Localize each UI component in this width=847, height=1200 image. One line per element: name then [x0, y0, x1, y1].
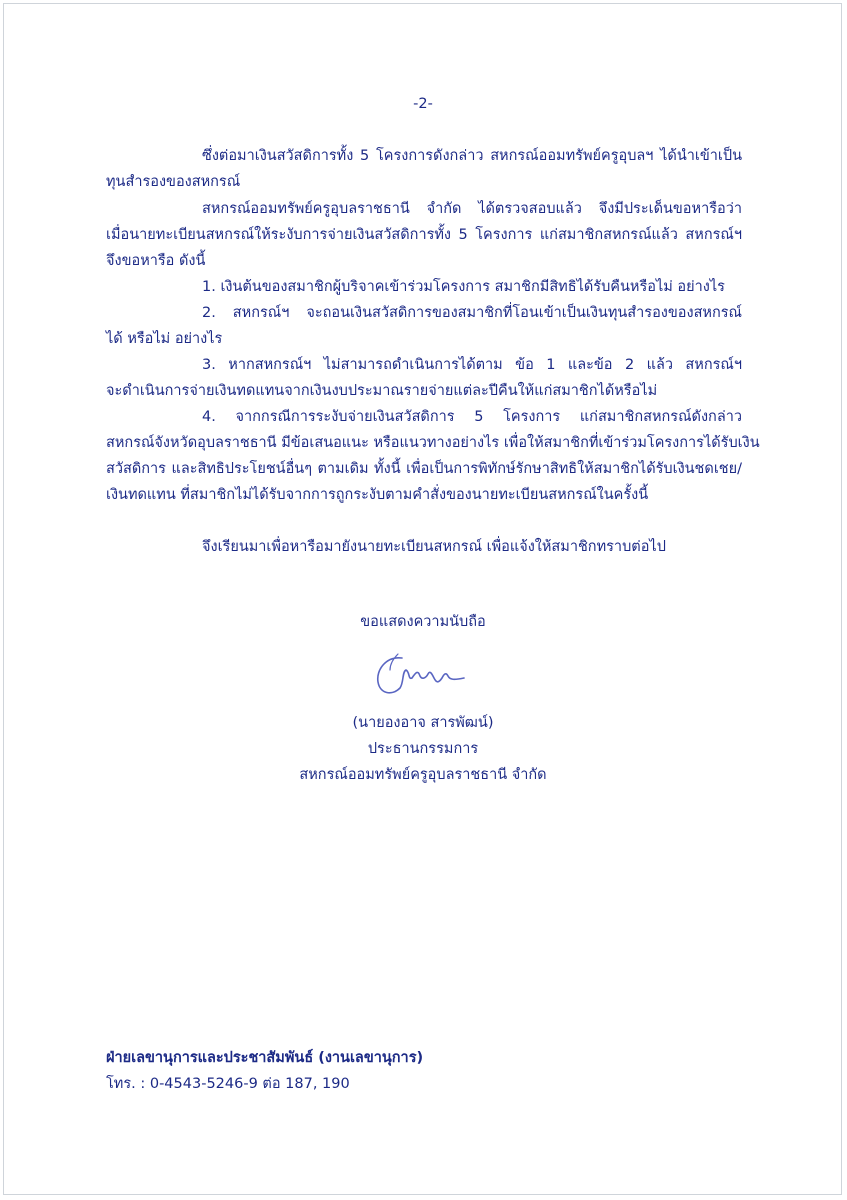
paragraph-1-line-2: ทุนสำรองของสหกรณ์ [106, 174, 241, 190]
paragraph-2-line-2: เมื่อนายทะเบียนสหกรณ์ให้ระงับการจ่ายเงินสวัสดิการทั้ง 5 โครงการ แก่สมาชิกสหกรณ์แล้ว สหกรณ์ฯ [106, 227, 742, 243]
item-4-line-3: สวัสดิการ และสิทธิประโยชน์อื่นๆ ตามเดิม ทั้งนี้ เพื่อเป็นการพิทักษ์รักษาสิทธิให้สมาชิกได้รับเงินชดเชย/ [106, 461, 742, 477]
item-4-line-4: เงินทดแทน ที่สมาชิกไม่ได้รับจากการถูกระงับตามคำสั่งของนายทะเบียนสหกรณ์ในครั้งนี้ [106, 487, 649, 503]
page-number: -2- [413, 96, 433, 112]
handwritten-signature [372, 648, 472, 700]
signer-organization: สหกรณ์ออมทรัพย์ครูอุบลราชธานี จำกัด [299, 767, 547, 783]
item-4-line-1: 4. จากกรณีการระงับจ่ายเงินสวัสดิการ 5 โครงการ แก่สมาชิกสหกรณ์ดังกล่าว [202, 409, 742, 425]
closing-sentence: จึงเรียนมาเพื่อหารือมายังนายทะเบียนสหกรณ์ เพื่อแจ้งให้สมาชิกทราบต่อไป [202, 539, 666, 555]
item-3-line-1: 3. หากสหกรณ์ฯ ไม่สามารถดำเนินการได้ตาม ข้อ 1 และข้อ 2 แล้ว สหกรณ์ฯ [202, 357, 742, 373]
item-3-line-2: จะดำเนินการจ่ายเงินทดแทนจากเงินงบประมาณรายจ่ายแต่ละปีคืนให้แก่สมาชิกได้หรือไม่ [106, 383, 658, 399]
footer-department: ฝ่ายเลขานุการและประชาสัมพันธ์ (งานเลขานุการ) [106, 1050, 424, 1066]
item-2-line-1: 2. สหกรณ์ฯ จะถอนเงินสวัสดิการของสมาชิกที่โอนเข้าเป็นเงินทุนสำรองของสหกรณ์ [202, 305, 742, 321]
item-4-line-2: สหกรณ์จังหวัดอุบลราชธานี มีข้อเสนอแนะ หรือแนวทางอย่างไร เพื่อให้สมาชิกที่เข้าร่วมโครงการได้รับเงิน [106, 435, 760, 451]
footer-phone: โทร. : 0-4543-5246-9 ต่อ 187, 190 [106, 1076, 350, 1092]
paragraph-1-line-1: ซึ่งต่อมาเงินสวัสดิการทั้ง 5 โครงการดังกล่าว สหกรณ์ออมทรัพย์ครูอุบลฯ ได้นำเข้าเป็น [202, 148, 742, 164]
salutation: ขอแสดงความนับถือ [360, 614, 486, 630]
signer-position: ประธานกรรมการ [367, 741, 479, 757]
paragraph-2-line-3: จึงขอหารือ ดังนี้ [106, 253, 206, 269]
item-2-line-2: ได้ หรือไม่ อย่างไร [106, 331, 223, 347]
paragraph-2-line-1: สหกรณ์ออมทรัพย์ครูอุบลราชธานี จำกัด ได้ตรวจสอบแล้ว จึงมีประเด็นขอหารือว่า [202, 201, 742, 217]
signer-name: (นายองอาจ สารพัฒน์) [352, 715, 494, 731]
item-1-line-1: 1. เงินต้นของสมาชิกผู้บริจาคเข้าร่วมโครงการ สมาชิกมีสิทธิได้รับคืนหรือไม่ อย่างไร [202, 279, 725, 295]
